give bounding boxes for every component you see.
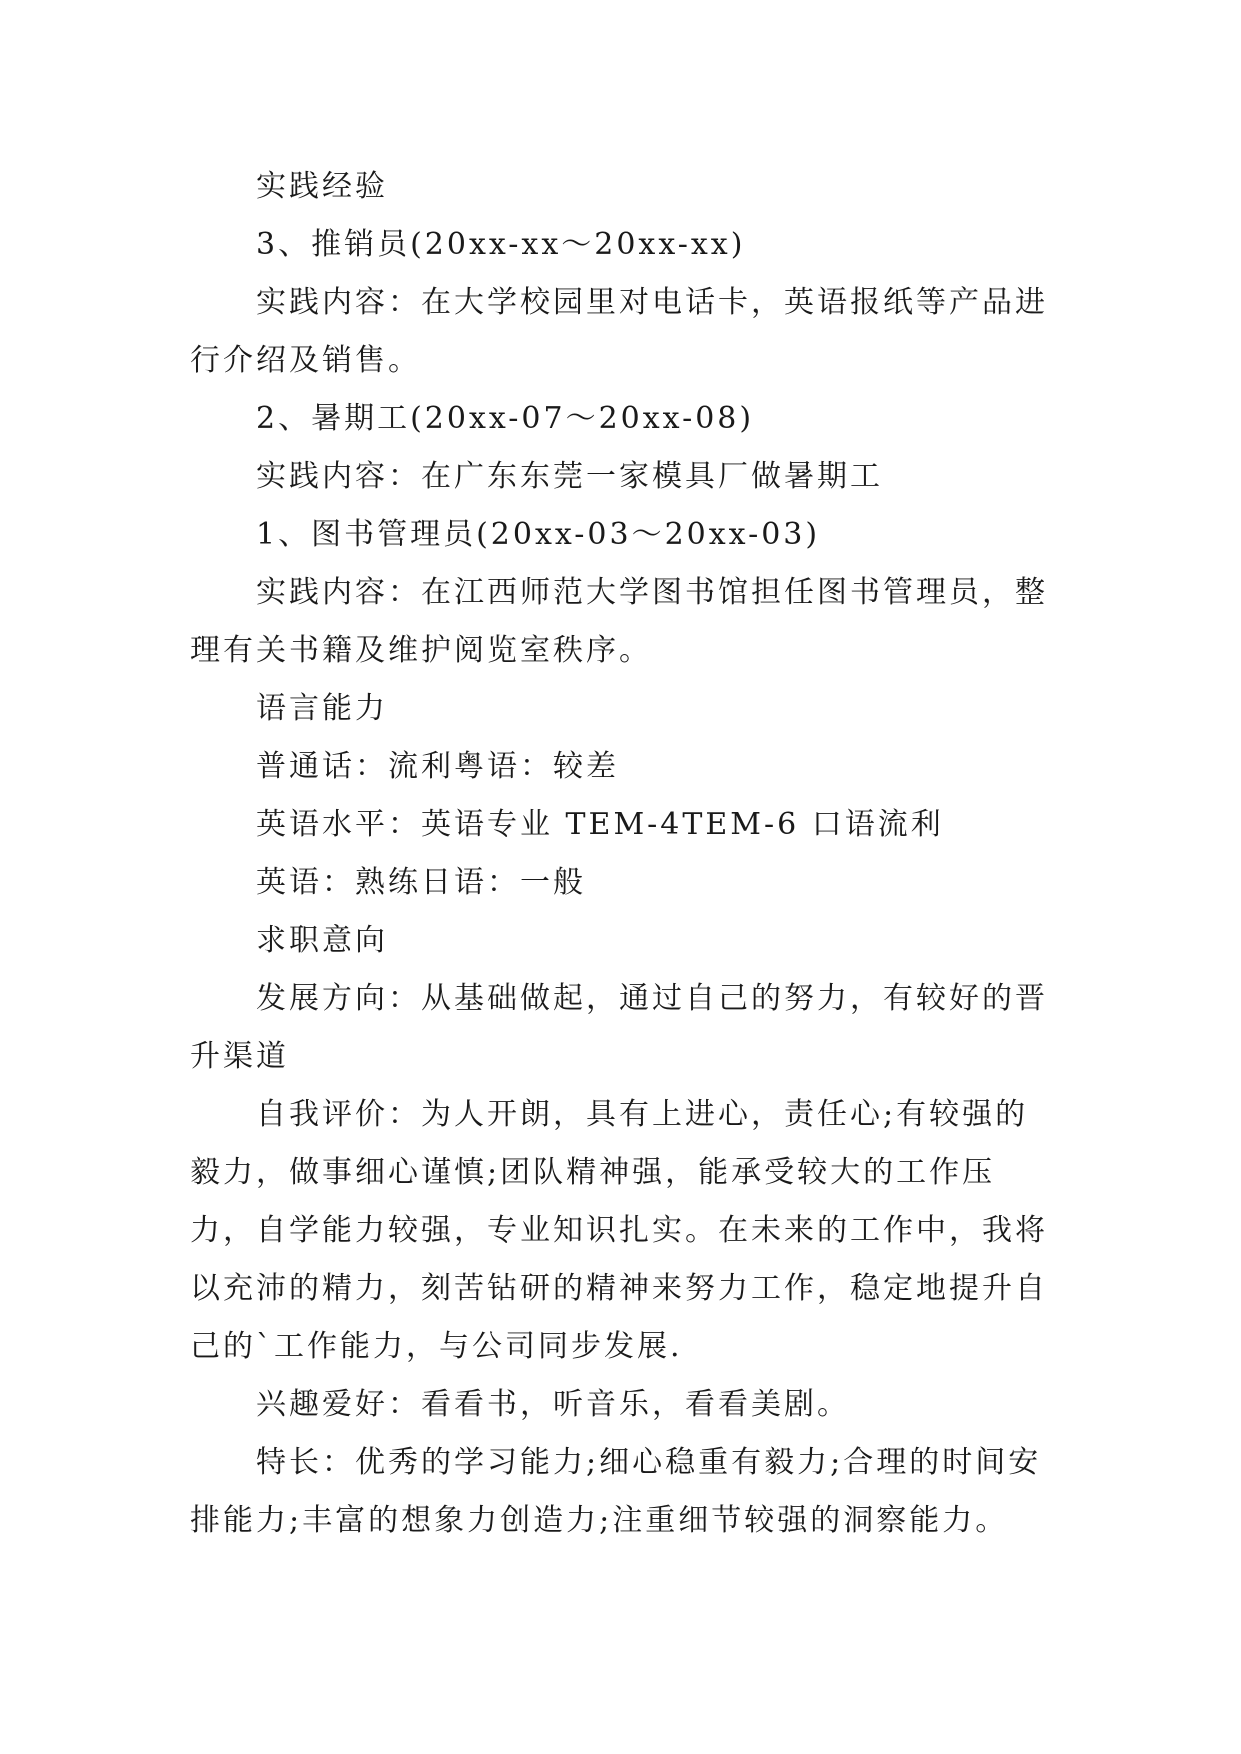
experience-detail-librarian: 实践内容：在江西师范大学图书馆担任图书管理员，整理有关书籍及维护阅览室秩序。 <box>190 575 1048 668</box>
language-mandarin-cantonese: 普通话：流利粤语：较差 <box>256 749 619 784</box>
language-english-japanese: 英语：熟练日语：一般 <box>256 865 586 900</box>
section-heading-practice: 实践经验 <box>256 169 388 204</box>
experience-detail-salesperson: 实践内容：在大学校园里对电话卡，英语报纸等产品进行介绍及销售。 <box>190 285 1048 378</box>
section-heading-job-intention: 求职意向 <box>256 923 388 958</box>
hobbies: 兴趣爱好：看看书，听音乐，看看美剧。 <box>256 1387 850 1422</box>
strengths: 特长：优秀的学习能力;细心稳重有毅力;合理的时间安排能力;丰富的想象力创造力;注重细节较强的洞察能力。 <box>190 1445 1042 1538</box>
experience-item-salesperson: 3、推销员(20xx-xx～20xx-xx) <box>256 227 746 262</box>
document-body <box>190 158 1050 1550</box>
experience-detail-summer-job: 实践内容：在广东东莞一家模具厂做暑期工 <box>256 459 883 494</box>
experience-item-librarian: 1、图书管理员(20xx-03～20xx-03) <box>256 517 821 552</box>
section-heading-language: 语言能力 <box>256 691 388 726</box>
experience-item-summer-job: 2、暑期工(20xx-07～20xx-08) <box>256 401 755 436</box>
language-english-level: 英语水平：英语专业 TEM-4TEM-6 口语流利 <box>256 807 944 842</box>
self-evaluation: 自我评价：为人开朗，具有上进心，责任心;有较强的毅力，做事细心谨慎;团队精神强，能承受较大的工作压力，自学能力较强，专业知识扎实。在未来的工作中，我将以充沛的精力，刻苦钻研的精神来努力工作，稳定地提升自己的`工作能力，与公司同步发展. <box>190 1097 1048 1364</box>
career-direction: 发展方向：从基础做起，通过自己的努力，有较好的晋升渠道 <box>190 981 1048 1074</box>
